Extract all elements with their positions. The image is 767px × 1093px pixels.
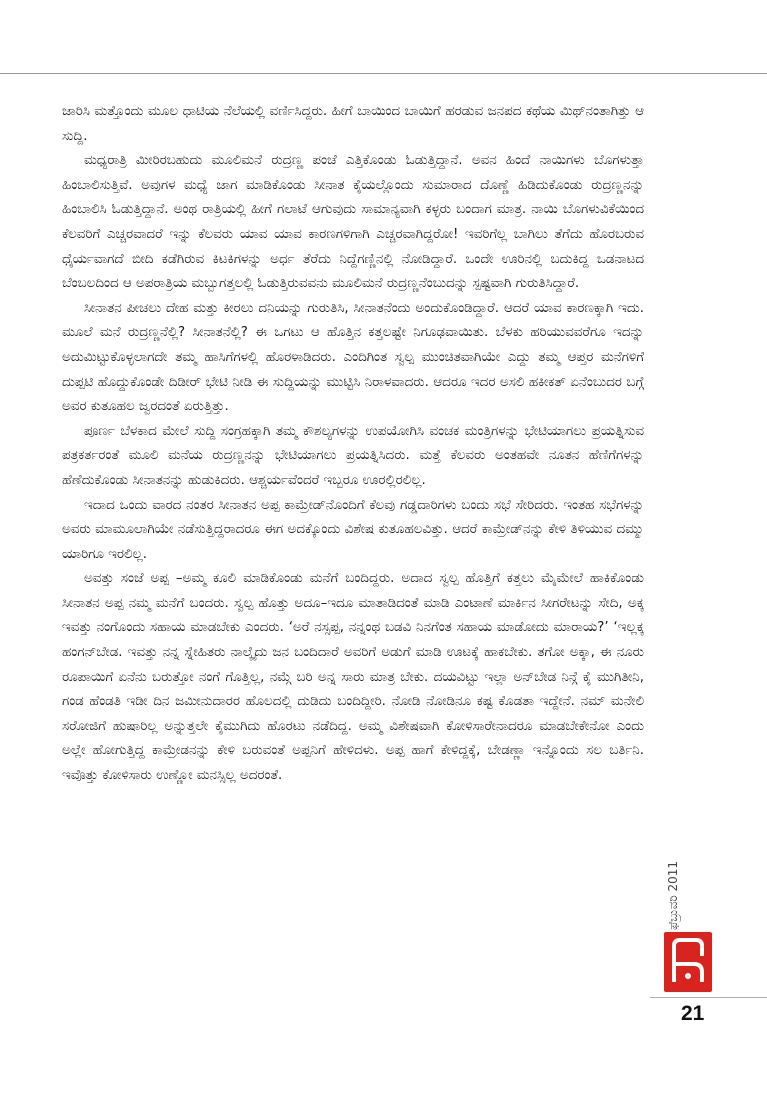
paragraph-1: ಜಾರಿಸಿ ಮತ್ತೊಂದು ಮೂಲ ಧಾಟಿಯ ನೆಲೆಯಲ್ಲಿ ವರ್ಣಿಸಿದ್ದರು. ಹೀಗೆ ಬಾಯಿಂದ ಬಾಯಿಗೆ ಹರಡುವ ಜನಪದ ಕಥೆಯ ಮಿಥ್‌ನಂತಾಗಿತ್ತು ಆ ಸುದ್ದಿ. — [62, 104, 644, 144]
issue-date: ಫೆಬ್ರುವರಿ 2011 — [666, 860, 680, 930]
page-number: 21 — [681, 1002, 705, 1025]
paragraph-4: ಪೂರ್ಣ ಬೆಳಕಾದ ಮೇಲೆ ಸುದ್ದಿ ಸಂಗ್ರಹಕ್ಕಾಗಿ ತಮ್ಮ ಕೌಶಲ್ಯಗಳನ್ನು ಉಪಯೋಗಿಸಿ ವಂಚಕ ಮಂತ್ರಿಗಳನ್ನು ಭೇಟಿಯಾಗಲು ಪ್ರಯತ್ನಿಸುವ ಪತ್ರಕರ್ತರಂತೆ ಮೂಲಿ ಮನೆಯ ರುದ್ರಣ್ಣನನ್ನು ಭೇಟಿಯಾಗಲು ಪ್ರಯತ್ನಿಸಿದರು. ಮತ್ತೆ ಕೆಲವರು ಅಂತಹವೇ ನೂತನ ಹೆಣಿಗೆಗಳನ್ನು ಹೆಣೆದುಕೊಂಡು ಸೀನಾತನನ್ನು ಹುಡುಕಿದರು. ಆಶ್ಚರ್ಯವೆಂದರೆ ಇಬ್ಬರೂ ಊರಲ್ಲಿರಲಿಲ್ಲ. — [62, 423, 644, 488]
header-rule — [0, 73, 767, 74]
footer-rule — [650, 997, 767, 998]
paragraph-5: ಇದಾದ ಒಂದು ವಾರದ ನಂತರ ಸೀನಾತನ ಅಪ್ಪ ಕಾಮ್ರೇಡ್‌ನೊಂದಿಗೆ ಕೆಲವು ಗಡ್ಡದಾರಿಗಳು ಬಂದು ಸಭೆ ಸೇರಿದರು. ಇಂತಹ ಸಭೆಗಳನ್ನು ಅವರು ಮಾಮೂಲಾಗಿಯೇ ನಡೆಸುತ್ತಿದ್ದರಾದರೂ ಈಗ ಅದಕ್ಕೊಂದು ವಿಶೇಷ ಕುತೂಹಲವಿತ್ತು. ಆದರೆ ಕಾಮ್ರೇಡ್‌ನನ್ನು ಕೇಳಿ ತಿಳಿಯುವ ದಮ್ಮು ಯಾರಿಗೂ ಇರಲಿಲ್ಲ. — [62, 497, 644, 562]
paragraph-6: ಅವತ್ತು ಸಂಜೆ ಅಪ್ಪ –ಅಮ್ಮ ಕೂಲಿ ಮಾಡಿಕೊಂಡು ಮನೆಗೆ ಬಂದಿದ್ದರು. ಅದಾದ ಸ್ವಲ್ಪ ಹೊತ್ತಿಗೆ ಕತ್ತಲು ಮೈಮೇಲೆ ಹಾಕಿಕೊಂಡು ಸೀನಾತನ ಅಪ್ಪ ನಮ್ಮ ಮನೆಗೆ ಬಂದರು. ಸ್ವಲ್ಪ ಹೊತ್ತು ಅದೂ–ಇದೂ ಮಾತಾಡಿದಂತೆ ಮಾಡಿ ಎಂಟಾಣೆ ಮಾರ್ಕಿನ ಸೀಗರೇಟನ್ನು ಸೇದಿ, ಅಕ್ಕ ಇವತ್ತು ನಂಗೊಂದು ಸಹಾಯ ಮಾಡಬೇಕು ಎಂದರು. ‘ಅರೆ ನಸ್ಸಪ್ಪ, ನನ್ನಂಥ ಬಡವಿ ನಿನಗೆಂತ ಸಹಾಯ ಮಾಡೋದು ಮಾರಾಯ?’ ‘ಇಲ್ಲಕ್ಕ ಹಂಗನ್‌ಬೇಡ. ಇವತ್ತು ನನ್ನ ಸ್ನೇಹಿತರು ನಾಲ್ಕೈದು ಜನ ಬಂದಿದಾರೆ ಅವರಿಗೆ ಅಡುಗೆ ಮಾಡಿ ಊಟಕ್ಕೆ ಹಾಕಬೇಕು. ತಗೋ ಅಕ್ಕಾ, ಈ ನೂರು ರೂಪಾಯಿಗೆ ಏನೆನು ಬರುತ್ತೋ ನಂಗೆ ಗೊತ್ತಿಲ್ಲ, ನಮ್ಗೆ ಬರಿ ಅನ್ನ ಸಾರು ಮಾತ್ರ ಬೇಕು. ದಯವಿಟ್ಟು ಇಲ್ಲಾ ಅನ್‌ಬೇಡ ನಿನ್ಗೆ ಕೈ ಮುಗಿತೀನಿ, ಗಂಡ ಹೆಂಡತಿ ಇಡೀ ದಿನ ಜಮೀನುದಾರರ ಹೊಲದಲ್ಲಿ ದುಡಿದು ಬಂದಿದ್ದೀರಿ. ನೋಡಿ ನೋಡಿನೂ ಕಷ್ಟ ಕೊಡತಾ ಇದ್ದೇನೆ. ನಮ್ ಮನೇಲಿ ಸರೋಜಿಗೆ ಹುಷಾರಿಲ್ಲ ಅನ್ನುತ್ತಲೇ ಕೈಮುಗಿದು ಹೊರಟು ನಡೆದಿದ್ದ. ಅಮ್ಮ ವಿಶೇಷವಾಗಿ ಕೋಳಿಸಾರೇನಾದರೂ ಮಾಡಬೇಕೇನೋ ಎಂದು ಅಲ್ಲೇ ಹೋಗುತ್ತಿದ್ದ ಕಾಮ್ರೇಡನನ್ನು ಕೇಳಿ ಬರುವಂತೆ ಅಪ್ಪನಿಗೆ ಹೇಳಿದಳು. ಅಪ್ಪ ಹಾಗೆ ಕೇಳಿದ್ದಕ್ಕೆ, ಬೇಡಣ್ಣಾ ಇನ್ನೊಂದು ಸಲ ಬರ್ತಿನಿ. ಇವೊತ್ತು ಕೋಳಿಸಾರು ಉಣ್ಣೋ ಮನಸ್ಸಿಲ್ಲ ಅದರಂತೆ. — [62, 571, 644, 784]
paragraph-3: ಸೀನಾತನ ಪೀಚಲು ದೇಹ ಮತ್ತು ಕೀರಲು ದನಿಯನ್ನು ಗುರುತಿಸಿ, ಸೀನಾತನೆಂದು ಅಂದುಕೊಂಡಿದ್ದಾರೆ. ಆದರೆ ಯಾವ ಕಾರಣಕ್ಕಾಗಿ ಇದು. ಮೂಲೆ ಮನೆ ರುದ್ರಣ್ಣನೆಲ್ಲಿ? ಸೀನಾತನೆಲ್ಲಿ? ಈ ಒಗಟು ಆ ಹೊತ್ತಿನ ಕತ್ತಲಷ್ಟೇ ನಿಗೂಢವಾಯಿತು. ಬೆಳಕು ಹರಿಯುವವರೆಗೂ ಇದನ್ನು ಅದುಮಿಟ್ಟುಕೊಳ್ಳಲಾಗದೇ ತಮ್ಮ ಹಾಸಿಗೆಗಳಲ್ಲಿ ಹೊರಳಾಡಿದರು. ಎಂದಿಗಿಂತ ಸ್ವಲ್ಪ ಮುಂಚಿತವಾಗಿಯೇ ಎದ್ದು ತಮ್ಮ ಆಪ್ತರ ಮನೆಗಳಿಗೆ ದುಪ್ಪಟಿ ಹೊದ್ದುಕೊಂಡೇ ದಿಡೀರ್ ಭೇಟಿ ನೀಡಿ ಈ ಸುದ್ದಿಯನ್ನು ಮುಟ್ಟಿಸಿ ನಿರಾಳವಾದರು. ಆದರೂ ಇದರ ಅಸಲಿ ಹಕೀಕತ್ ಏನೆಂಬುದರ ಬಗ್ಗೆ ಅವರ ಕುತೂಹಲ ಜ್ವರದಂತೆ ಏರುತ್ತಿತ್ತು. — [62, 300, 644, 415]
paragraph-2: ಮಧ್ಯರಾತ್ರಿ ಮೀರಿರಬಹುದು ಮೂಲಿಮನೆ ರುದ್ರಣ್ಣ ಪಂಚೆ ಎತ್ತಿಕೊಂಡು ಓಡುತ್ತಿದ್ದಾನೆ. ಅವನ ಹಿಂದೆ ನಾಯಿಗಳು ಬೊಗಳುತ್ತಾ ಹಿಂಬಾಲಿಸುತ್ತಿವೆ. ಅವುಗಳ ಮಧ್ಯೆ ಜಾಗ ಮಾಡಿಕೊಂಡು ಸೀನಾತ ಕೈಯಲ್ಲೊಂದು ಸುಮಾರಾದ ದೊಣ್ಣೆ ಹಿಡಿದುಕೊಂಡು ರುದ್ರಣ್ಣನನ್ನು ಹಿಂಬಾಲಿಸಿ ಓಡುತ್ತಿದ್ದಾನೆ. ಅಂಥ ರಾತ್ರಿಯಲ್ಲಿ ಹೀಗೆ ಗಲಾಟೆ ಆಗುವುದು ಸಾಮಾನ್ಯವಾಗಿ ಕಳ್ಳರು ಬಂದಾಗ ಮಾತ್ರ. ನಾಯಿ ಬೊಗಳುವಿಕೆಯಿಂದ ಕೆಲವರಿಗೆ ಎಚ್ಚರವಾದರೆ ಇನ್ನು ಕೆಲವರು ಯಾವ ಯಾವ ಕಾರಣಗಳಿಗಾಗಿ ಎಚ್ಚರವಾಗಿದ್ದರೋ! ಇವರಿಗೆಲ್ಲ ಬಾಗಿಲು ತೆಗೆದು ಹೊರಬರುವ ಧೈರ್ಯವಾಗದೆ ಬೀದಿ ಕಡೆಗಿರುವ ಕಿಟಕಿಗಳನ್ನು ಅರ್ಧ ತೆರೆದು ನಿದ್ದೆಗಣ್ಣಿನಲ್ಲಿ ನೋಡಿದ್ದಾರೆ. ಒಂದೇ ಊರಿನಲ್ಲಿ ಬದುಕಿದ್ದ ಒಡನಾಟದ ಬೆಂಬಲದಿಂದ ಆ ಅಪರಾತ್ರಿಯ ಮಬ್ಬುಗತ್ತಲಲ್ಲಿ ಓಡುತ್ತಿರುವವನು ಮೂಲಿಮನೆ ರುದ್ರಣ್ಣನೆಂಬುದನ್ನು ಸ್ಪಷ್ಟವಾಗಿ ಗುರುತಿಸಿದ್ದಾರೆ. — [62, 153, 644, 292]
article-body — [62, 100, 644, 789]
mayura-masthead-logo-icon — [664, 932, 712, 992]
